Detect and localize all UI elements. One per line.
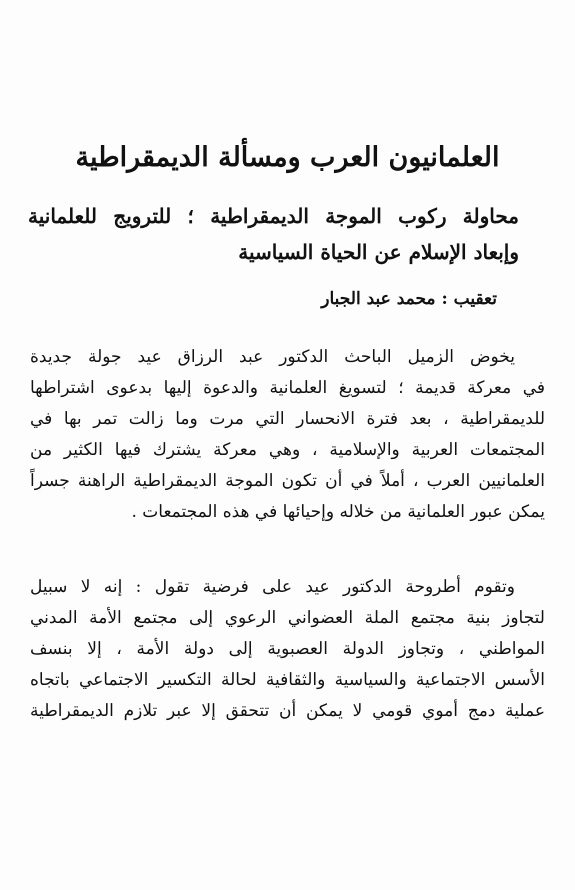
commentary-author: تعقيب : محمد عبد الجبار [321, 289, 497, 309]
body-paragraph [30, 572, 545, 727]
text-line: عملية دمج أموي قومي لا يمكن أن تتحقق إلا عبر تلازم الديمقراطية [30, 701, 545, 721]
subtitle-line: محاولة ركوب الموجة الديمقراطية ؛ للترويج للعلمانية [28, 204, 519, 228]
text-line: المواطني ، وتجاوز الدولة العصبوية إلى دولة الأمة ، إلا بنسف [30, 639, 545, 659]
text-line: المجتمعات العربية والإسلامية ، وهي معركة يشترك فيها الكثير من [30, 440, 545, 460]
text-line: العلمانيين العرب ، أملاً في أن تكون الموجة الديمقراطية الراهنة جسراً [30, 471, 545, 491]
text-line: للديمقراطية ، بعد فترة الانحسار التي مرت وما زالت تمر بها في [30, 409, 545, 429]
text-line: لتجاوز بنية مجتمع الملة العضواني الرعوي إلى مجتمع الأمة المدني [30, 608, 545, 628]
article-title: العلمانيون العرب ومسألة الديمقراطية [75, 142, 500, 173]
subtitle-line: وإبعاد الإسلام عن الحياة السياسية [238, 240, 519, 264]
body-paragraph [30, 342, 545, 528]
article-subtitle [28, 198, 519, 270]
text-line: يمكن عبور العلمانية من خلاله وإحيائها في هذه المجتمعات . [131, 502, 545, 522]
text-line: الأسس الاجتماعية والسياسية والثقافية لحالة التكسير الاجتماعي باتجاه [30, 670, 545, 690]
text-line: في معركة قديمة ؛ لتسويغ العلمانية والدعوة إليها بدعوى اشتراطها [30, 378, 545, 398]
text-line: وتقوم أطروحة الدكتور عيد على فرضية تقول : إنه لا سبيل [30, 577, 515, 597]
text-line: يخوض الزميل الباحث الدكتور عبد الرزاق عيد جولة جديدة [30, 347, 515, 367]
